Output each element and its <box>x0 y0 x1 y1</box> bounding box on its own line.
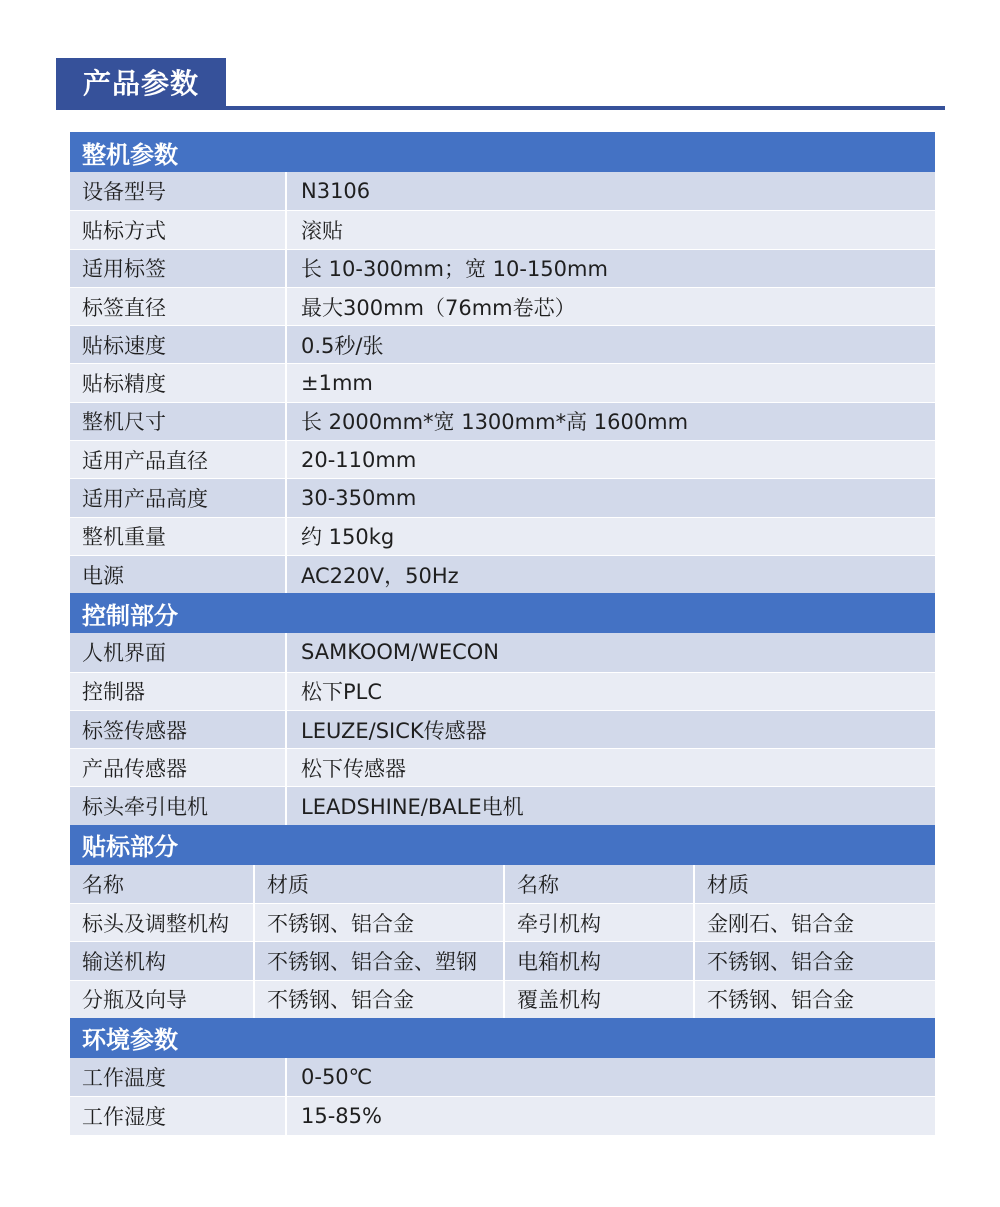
param-key: 整机重量 <box>82 525 166 550</box>
title-underline <box>56 106 945 110</box>
table-row <box>70 748 935 786</box>
part-name: 覆盖机构 <box>503 981 693 1018</box>
part-name: 牵引机构 <box>503 904 693 941</box>
table-row <box>70 440 935 478</box>
table-row <box>70 172 935 210</box>
section-header-machine: 整机参数 <box>70 132 935 172</box>
table-row <box>70 325 935 363</box>
param-key: 工作温度 <box>82 1066 166 1091</box>
table-row <box>70 633 935 671</box>
param-value: LEADSHINE/BALE电机 <box>285 787 935 824</box>
param-key: 工作湿度 <box>82 1104 166 1129</box>
param-key: 电源 <box>82 563 124 588</box>
part-name: 分瓶及向导 <box>82 988 187 1013</box>
table-row <box>70 786 935 824</box>
table-row <box>70 555 935 593</box>
param-key: 适用标签 <box>82 257 166 282</box>
param-value: 0.5秒/张 <box>285 326 935 363</box>
section-header-environment: 环境参数 <box>70 1018 935 1058</box>
section-labeling <box>70 865 935 1018</box>
param-value: 滚贴 <box>285 211 935 248</box>
param-key: 适用产品直径 <box>82 448 208 473</box>
param-value: 15-85% <box>285 1097 935 1134</box>
table-row <box>70 249 935 287</box>
param-key: 贴标方式 <box>82 218 166 243</box>
param-key: 标签直径 <box>82 295 166 320</box>
param-value: 长 10-300mm；宽 10-150mm <box>285 250 935 287</box>
table-row <box>70 980 935 1018</box>
table-row <box>70 517 935 555</box>
part-material: 不锈钢、铝合金 <box>693 942 935 979</box>
part-name: 输送机构 <box>82 949 166 974</box>
part-material: 不锈钢、铝合金 <box>253 981 503 1018</box>
part-material: 不锈钢、铝合金、塑钢 <box>253 942 503 979</box>
column-header: 名称 <box>82 872 124 897</box>
section-environment <box>70 1058 935 1135</box>
param-value: 0-50℃ <box>285 1058 935 1096</box>
part-name: 电箱机构 <box>503 942 693 979</box>
param-key: 适用产品高度 <box>82 487 208 512</box>
column-header: 名称 <box>503 865 693 903</box>
table-row <box>70 210 935 248</box>
table-row <box>70 363 935 401</box>
part-material: 不锈钢、铝合金 <box>693 981 935 1018</box>
param-value: 松下PLC <box>285 673 935 710</box>
param-value: 松下传感器 <box>285 749 935 786</box>
part-material: 不锈钢、铝合金 <box>253 904 503 941</box>
section-header-control: 控制部分 <box>70 593 935 633</box>
section-machine <box>70 172 935 593</box>
param-value: LEUZE/SICK传感器 <box>285 711 935 748</box>
section-control <box>70 633 935 824</box>
table-row <box>70 710 935 748</box>
param-value: 约 150kg <box>285 518 935 555</box>
table-row <box>70 478 935 516</box>
param-key: 贴标速度 <box>82 333 166 358</box>
param-value: ±1mm <box>285 364 935 401</box>
table-row <box>70 903 935 941</box>
param-key: 整机尺寸 <box>82 410 166 435</box>
table-row <box>70 402 935 440</box>
parameter-table <box>70 132 935 1135</box>
param-value: SAMKOOM/WECON <box>285 633 935 671</box>
param-value: 最大300mm（76mm卷芯） <box>285 288 935 325</box>
param-key: 标签传感器 <box>82 718 187 743</box>
param-key: 产品传感器 <box>82 756 187 781</box>
part-name: 标头及调整机构 <box>82 911 229 936</box>
column-header: 材质 <box>693 865 935 903</box>
table-row <box>70 287 935 325</box>
param-key: 设备型号 <box>82 180 166 205</box>
part-material: 金刚石、铝合金 <box>693 904 935 941</box>
param-key: 标头牵引电机 <box>82 795 208 820</box>
param-value: N3106 <box>285 172 935 210</box>
table-header-row <box>70 865 935 903</box>
param-key: 人机界面 <box>82 641 166 666</box>
param-value: AC220V，50Hz <box>285 556 935 593</box>
param-key: 贴标精度 <box>82 372 166 397</box>
page-title: 产品参数 <box>56 58 226 106</box>
param-value: 20-110mm <box>285 441 935 478</box>
param-value: 30-350mm <box>285 479 935 516</box>
table-row <box>70 1058 935 1096</box>
table-row <box>70 941 935 979</box>
section-header-labeling: 贴标部分 <box>70 825 935 865</box>
table-row <box>70 672 935 710</box>
param-value: 长 2000mm*宽 1300mm*高 1600mm <box>285 403 935 440</box>
table-row <box>70 1096 935 1134</box>
column-header: 材质 <box>253 865 503 903</box>
param-key: 控制器 <box>82 680 145 705</box>
